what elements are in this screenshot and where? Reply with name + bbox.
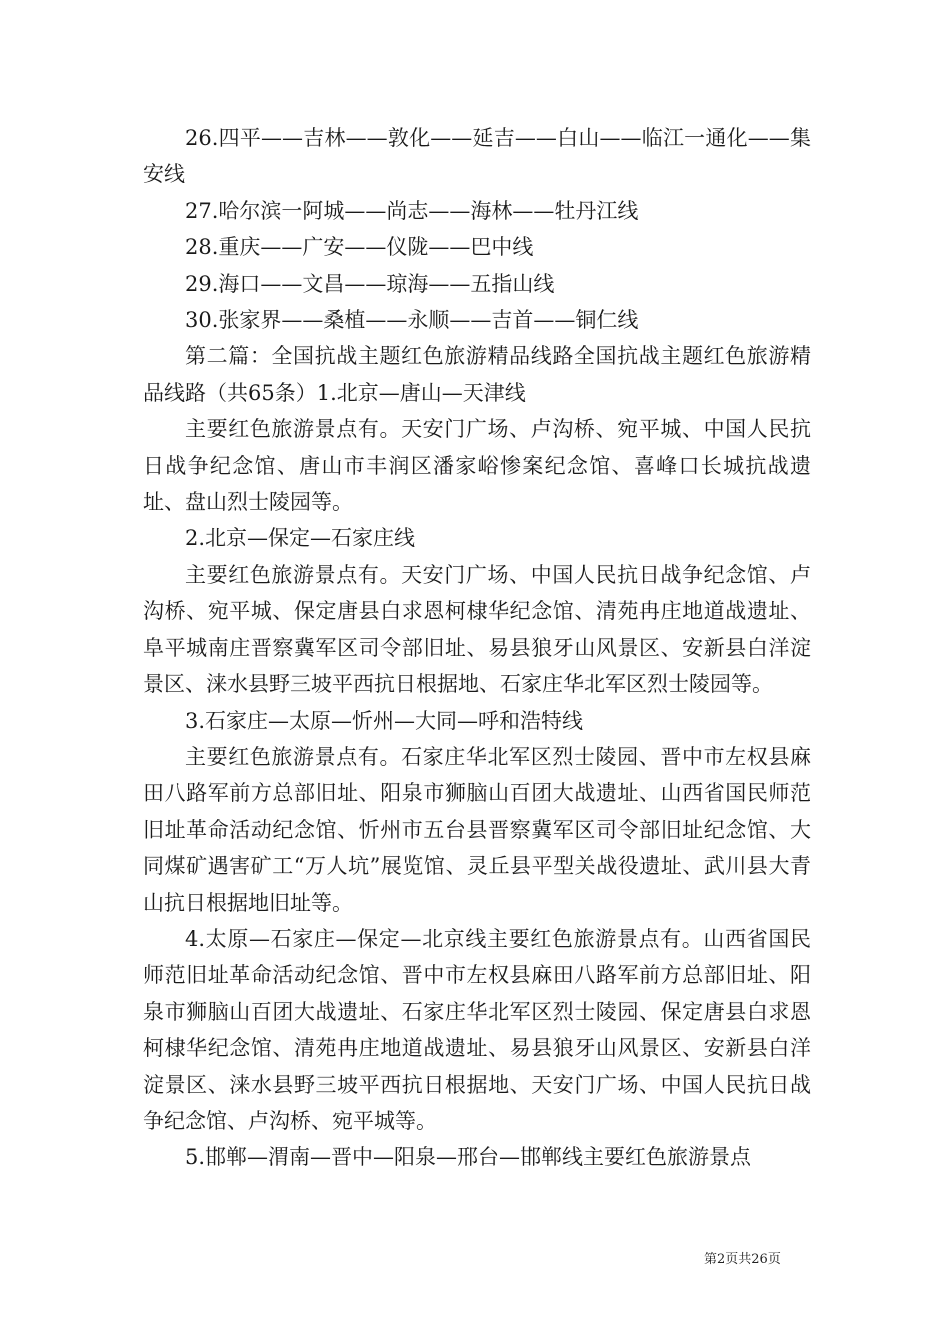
document-body — [143, 120, 811, 1176]
route-3-title-paragraph: 3.石家庄—太原—忻州—大同—呼和浩特线 — [185, 708, 584, 733]
route-4-paragraph: 4.太原—石家庄—保定—北京线主要红色旅游景点有。山西省国民师范旧址革命活动纪念馆、晋中市左权县麻田八路军前方总部旧址、阳泉市狮脑山百团大战遗址、石家庄华北军区烈士陵园、保定唐县白求恩柯棣华纪念馆、清苑冉庄地道战遗址、易县狼牙山风景区、安新县白洋淀景区、涞水县野三坡平西抗日根据地、天安门广场、中国人民抗日战争纪念馆、卢沟桥、宛平城等。 — [143, 926, 811, 1133]
route-3-attractions-paragraph: 主要红色旅游景点有。石家庄华北军区烈士陵园、晋中市左权县麻田八路军前方总部旧址、阳泉市狮脑山百团大战遗址、山西省国民师范旧址革命活动纪念馆、忻州市五台县晋察冀军区司令部旧址纪念馆、大同煤矿遇害矿工“万人坑”展览馆、灵丘县平型关战役遗址、武川县大青山抗日根据地旧址等。 — [143, 744, 811, 915]
route-2-title-paragraph: 2.北京—保定—石家庄线 — [185, 526, 416, 551]
page-number: 第2页共26页 — [704, 1252, 781, 1267]
route-28-paragraph: 28.重庆——广安——仪陇——巴中线 — [185, 235, 534, 260]
route-2-attractions-paragraph: 主要红色旅游景点有。天安门广场、中国人民抗日战争纪念馆、卢沟桥、宛平城、保定唐县白求恩柯棣华纪念馆、清苑冉庄地道战遗址、阜平城南庄晋察冀军区司令部旧址、易县狼牙山风景区、安新县白洋淀景区、涞水县野三坡平西抗日根据地、石家庄华北军区烈士陵园等。 — [143, 562, 811, 697]
route-30-paragraph: 30.张家界——桑植——永顺——吉首——铜仁线 — [185, 308, 639, 333]
section-two-heading-paragraph: 第二篇：全国抗战主题红色旅游精品线路全国抗战主题红色旅游精品线路（共65条）1.北京—唐山—天津线 — [143, 344, 811, 405]
route-29-paragraph: 29.海口——文昌——琼海——五指山线 — [185, 271, 555, 296]
route-26-paragraph: 26.四平——吉林——敦化——延吉——白山——临江一通化——集安线 — [143, 126, 811, 187]
route-5-paragraph: 5.邯郸—渭南—晋中—阳泉—邢台—邯郸线主要红色旅游景点 — [185, 1145, 752, 1170]
route-27-paragraph: 27.哈尔滨一阿城——尚志——海林——牡丹江线 — [185, 198, 639, 223]
route-1-attractions-paragraph: 主要红色旅游景点有。天安门广场、卢沟桥、宛平城、中国人民抗日战争纪念馆、唐山市丰润区潘家峪惨案纪念馆、喜峰口长城抗战遗址、盘山烈士陵园等。 — [143, 417, 811, 515]
